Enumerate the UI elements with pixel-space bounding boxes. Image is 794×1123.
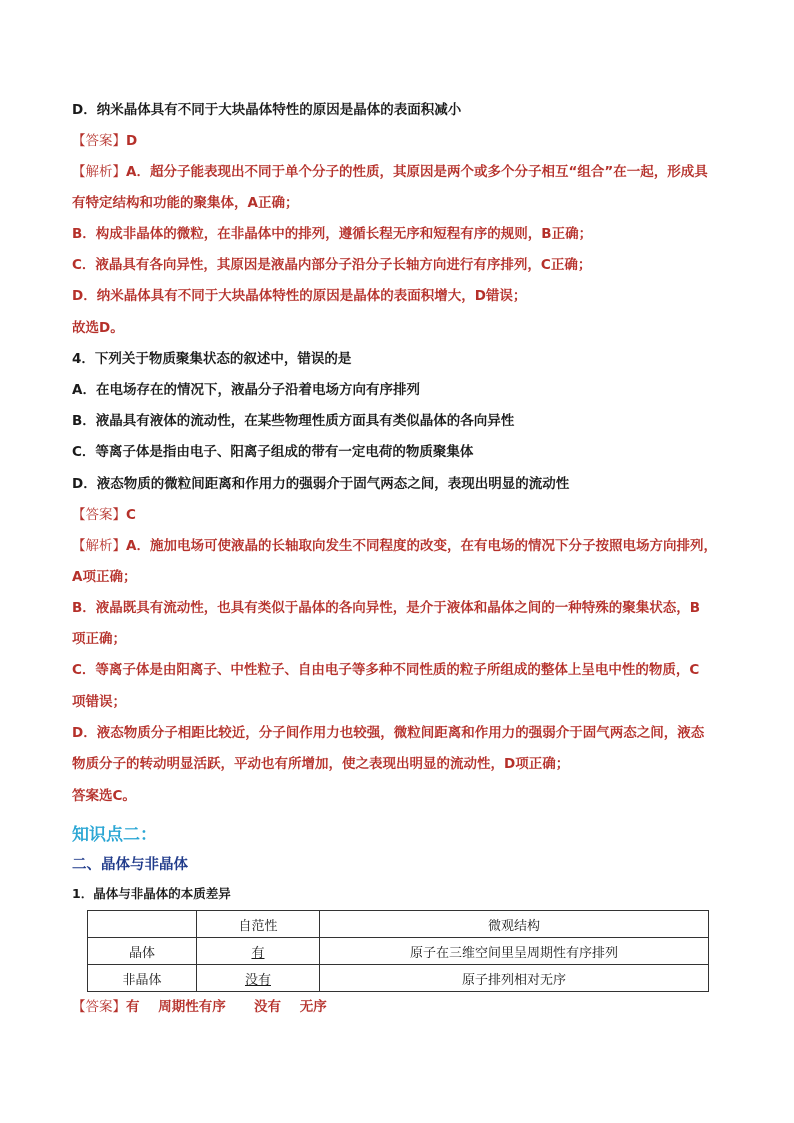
analysis-line: C．等离子体是由阳离子、中性粒子、自由电子等多种不同性质的粒子所组成的整体上呈电中性的物质，C — [72, 662, 700, 678]
analysis-text: A．施加电场可使液晶的长轴取向发生不同程度的改变，在有电场的情况下分子按照电场方向排列， — [126, 538, 717, 554]
answer-tag: 【答案】 — [72, 999, 126, 1015]
analysis-line: A项正确； — [72, 569, 137, 585]
option-b: B．液晶具有液体的流动性，在某些物理性质方面具有类似晶体的各向异性 — [72, 413, 515, 429]
question-4-stem: 4．下列关于物质聚集状态的叙述中，错误的是 — [72, 351, 352, 367]
table-header-cell: 微观结构 — [320, 911, 709, 938]
analysis-line-q4 — [72, 536, 717, 556]
analysis-conclusion: 答案选C。 — [72, 788, 136, 804]
answer-value: C — [126, 507, 136, 523]
subsection-title: 1．晶体与非晶体的本质差异 — [72, 886, 231, 901]
option-d: D．液态物质的微粒间距离和作用力的强弱介于固气两态之间，表现出明显的流动性 — [72, 476, 570, 492]
analysis-line: B．液晶既具有流动性，也具有类似于晶体的各向异性，是介于液体和晶体之间的一种特殊的聚集状态，B — [72, 600, 701, 616]
answer-tag: 【答案】 — [72, 133, 126, 149]
analysis-tag: 【解析】 — [72, 164, 126, 180]
table-cell: 有 — [197, 938, 320, 965]
table-header-cell — [88, 911, 197, 938]
answer-line-q3 — [72, 131, 137, 151]
table-header-cell: 自范性 — [197, 911, 320, 938]
analysis-line: D．液态物质分子相距比较近，分子间作用力也较强，微粒间距离和作用力的强弱介于固气两态之间，液态 — [72, 725, 705, 741]
option-a: A．在电场存在的情况下，液晶分子沿着电场方向有序排列 — [72, 382, 420, 398]
table-header-row — [88, 911, 709, 938]
answer-value: D — [126, 133, 138, 149]
analysis-line: 物质分子的转动明显活跃，平动也有所增加，使之表现出明显的流动性，D项正确； — [72, 756, 570, 772]
table-cell: 晶体 — [88, 938, 197, 965]
knowledge-point-heading: 知识点二： — [72, 825, 157, 845]
analysis-line: B．构成非晶体的微粒，在非晶体中的排列，遵循长程无序和短程有序的规则，B正确； — [72, 226, 593, 242]
answer-line-q4 — [72, 505, 136, 525]
option-c: C．等离子体是指由电子、阳离子组成的带有一定电荷的物质聚集体 — [72, 444, 474, 460]
table-row — [88, 965, 709, 992]
table-cell: 没有 — [197, 965, 320, 992]
option-d-question3: D．纳米晶体具有不同于大块晶体特性的原因是晶体的表面积减小 — [72, 102, 462, 118]
analysis-line-q3 — [72, 162, 708, 182]
analysis-line: 有特定结构和功能的聚集体，A正确； — [72, 195, 299, 211]
analysis-conclusion: 故选D。 — [72, 320, 124, 336]
final-answer-line — [72, 997, 327, 1017]
analysis-line: 项错误； — [72, 694, 126, 710]
analysis-line: 项正确； — [72, 631, 126, 647]
table-row — [88, 938, 709, 965]
section-title: 二、晶体与非晶体 — [72, 857, 188, 873]
analysis-text: A．超分子能表现出不同于单个分子的性质，其原因是两个或多个分子相互“组合”在一起，形成具 — [126, 164, 708, 180]
table-cell: 非晶体 — [88, 965, 197, 992]
table-cell: 原子排列相对无序 — [320, 965, 709, 992]
analysis-line: D．纳米晶体具有不同于大块晶体特性的原因是晶体的表面积增大，D错误； — [72, 288, 527, 304]
answer-text: 有 周期性有序 没有 无序 — [126, 999, 327, 1015]
analysis-tag: 【解析】 — [72, 538, 126, 554]
answer-tag: 【答案】 — [72, 507, 126, 523]
analysis-line: C．液晶具有各向异性，其原因是液晶内部分子沿分子长轴方向进行有序排列，C正确； — [72, 257, 592, 273]
comparison-table — [87, 910, 709, 992]
table-cell: 原子在三维空间里呈周期性有序排列 — [320, 938, 709, 965]
